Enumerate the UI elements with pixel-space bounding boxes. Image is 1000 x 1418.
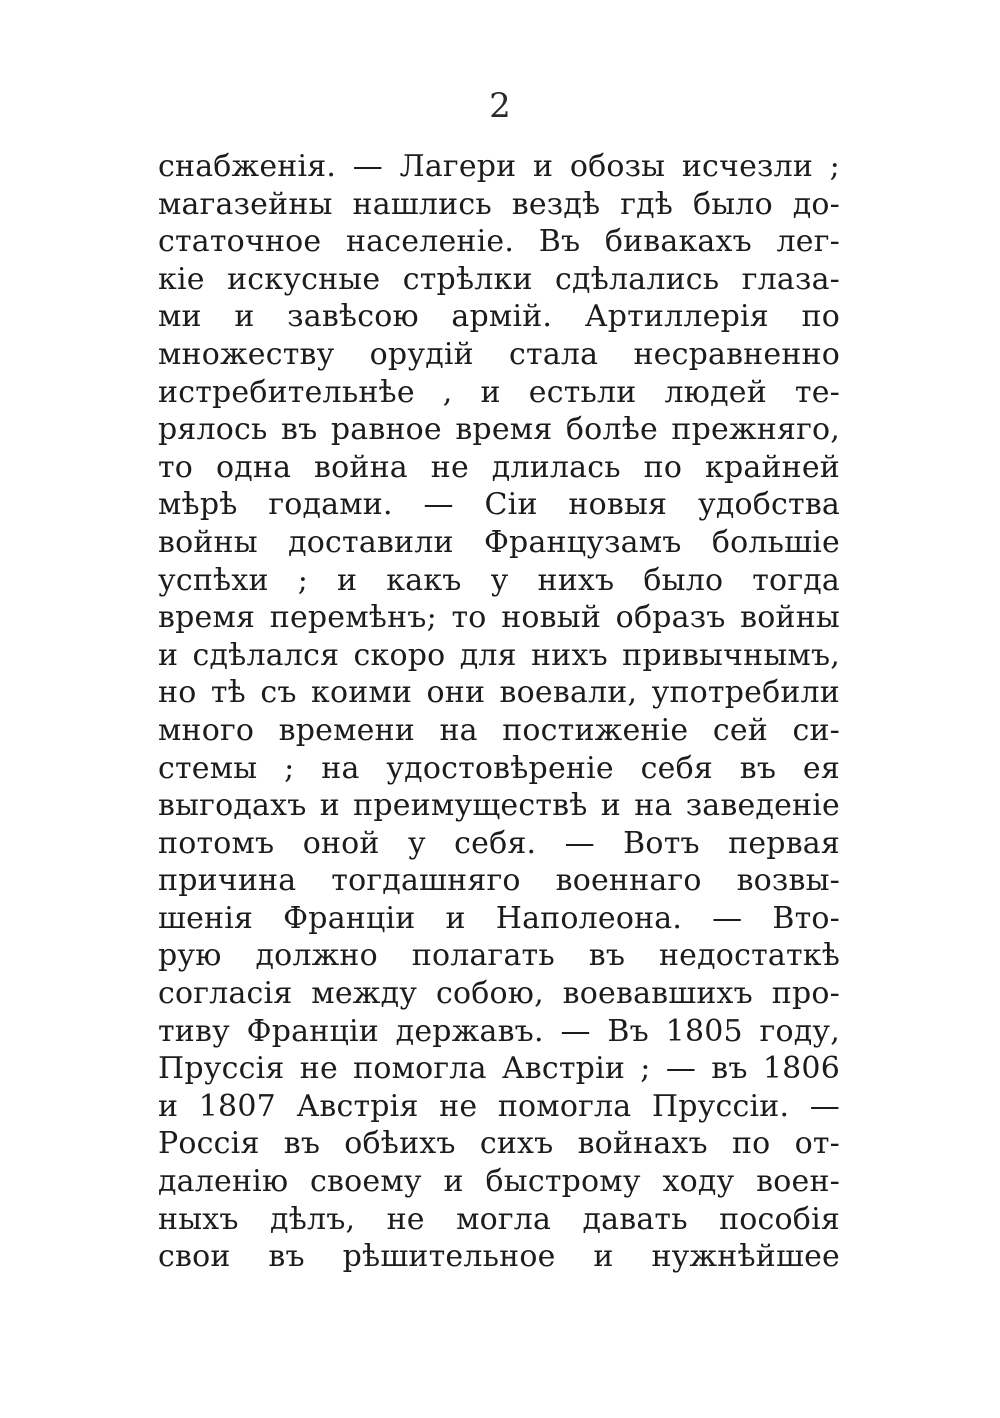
text-line: Россія въ обѣихъ сихъ войнахъ по от- — [158, 1126, 840, 1162]
page-number: 2 — [489, 86, 511, 126]
text-line: согласія между собою, воевавшихъ про- — [158, 976, 840, 1012]
text-line: ми и завѣсою армій. Артиллерія по — [158, 299, 840, 335]
text-line: и сдѣлался скоро для нихъ привычнымъ, — [158, 637, 840, 673]
text-line: рую должно полагать въ недостаткѣ — [158, 938, 840, 974]
text-line: ныхъ дѣлъ, не могла давать пособія — [158, 1201, 840, 1237]
text-line: истребительнѣе , и естьли людей те- — [158, 374, 840, 410]
text-line: войны доставили Французамъ большіе — [158, 524, 840, 560]
text-line: но тѣ съ коими они воевали, употребили — [158, 675, 840, 711]
text-line: кіе искусные стрѣлки сдѣлались глаза- — [158, 261, 840, 297]
body-text — [158, 148, 840, 1276]
text-line: рялось въ равное время болѣе прежняго, — [158, 412, 840, 448]
text-line: тиву Франціи державъ. — Въ 1805 году, — [158, 1013, 840, 1049]
text-line: стемы ; на удостовѣреніе себя въ ея — [158, 750, 840, 786]
text-line: выгодахъ и преимуществѣ и на заведеніе — [158, 788, 840, 824]
text-line: время перемѣнъ; то новый образъ войны — [158, 600, 840, 636]
text-line: много времени на постиженіе сей си- — [158, 712, 840, 748]
text-line: и 1807 Австрія не помогла Пруссіи. — — [158, 1088, 840, 1124]
text-line: причина тогдашняго военнаго возвы- — [158, 863, 840, 899]
text-line: свои въ рѣшительное и нужнѣйшее — [158, 1239, 840, 1275]
text-line: даленію своему и быстрому ходу воен- — [158, 1164, 840, 1200]
text-line: магазейны нашлись вездѣ гдѣ было до- — [158, 186, 840, 222]
text-line: мѣрѣ годами. — Сіи новыя удобства — [158, 487, 840, 523]
text-line: шенія Франціи и Наполеона. — Вто- — [158, 900, 840, 936]
text-line: то одна война не длилась по крайней — [158, 449, 840, 485]
text-line: множеству орудій стала несравненно — [158, 336, 840, 372]
text-line: снабженія. — Лагери и обозы исчезли ; — [158, 149, 840, 184]
text-line: потомъ оной у себя. — Вотъ первая — [158, 825, 840, 861]
text-line: успѣхи ; и какъ у нихъ было тогда — [158, 562, 840, 598]
text-line: статочное населеніе. Въ бивакахъ лег- — [158, 224, 840, 260]
text-line: Пруссія не помогла Австріи ; — въ 1806 — [158, 1051, 840, 1087]
